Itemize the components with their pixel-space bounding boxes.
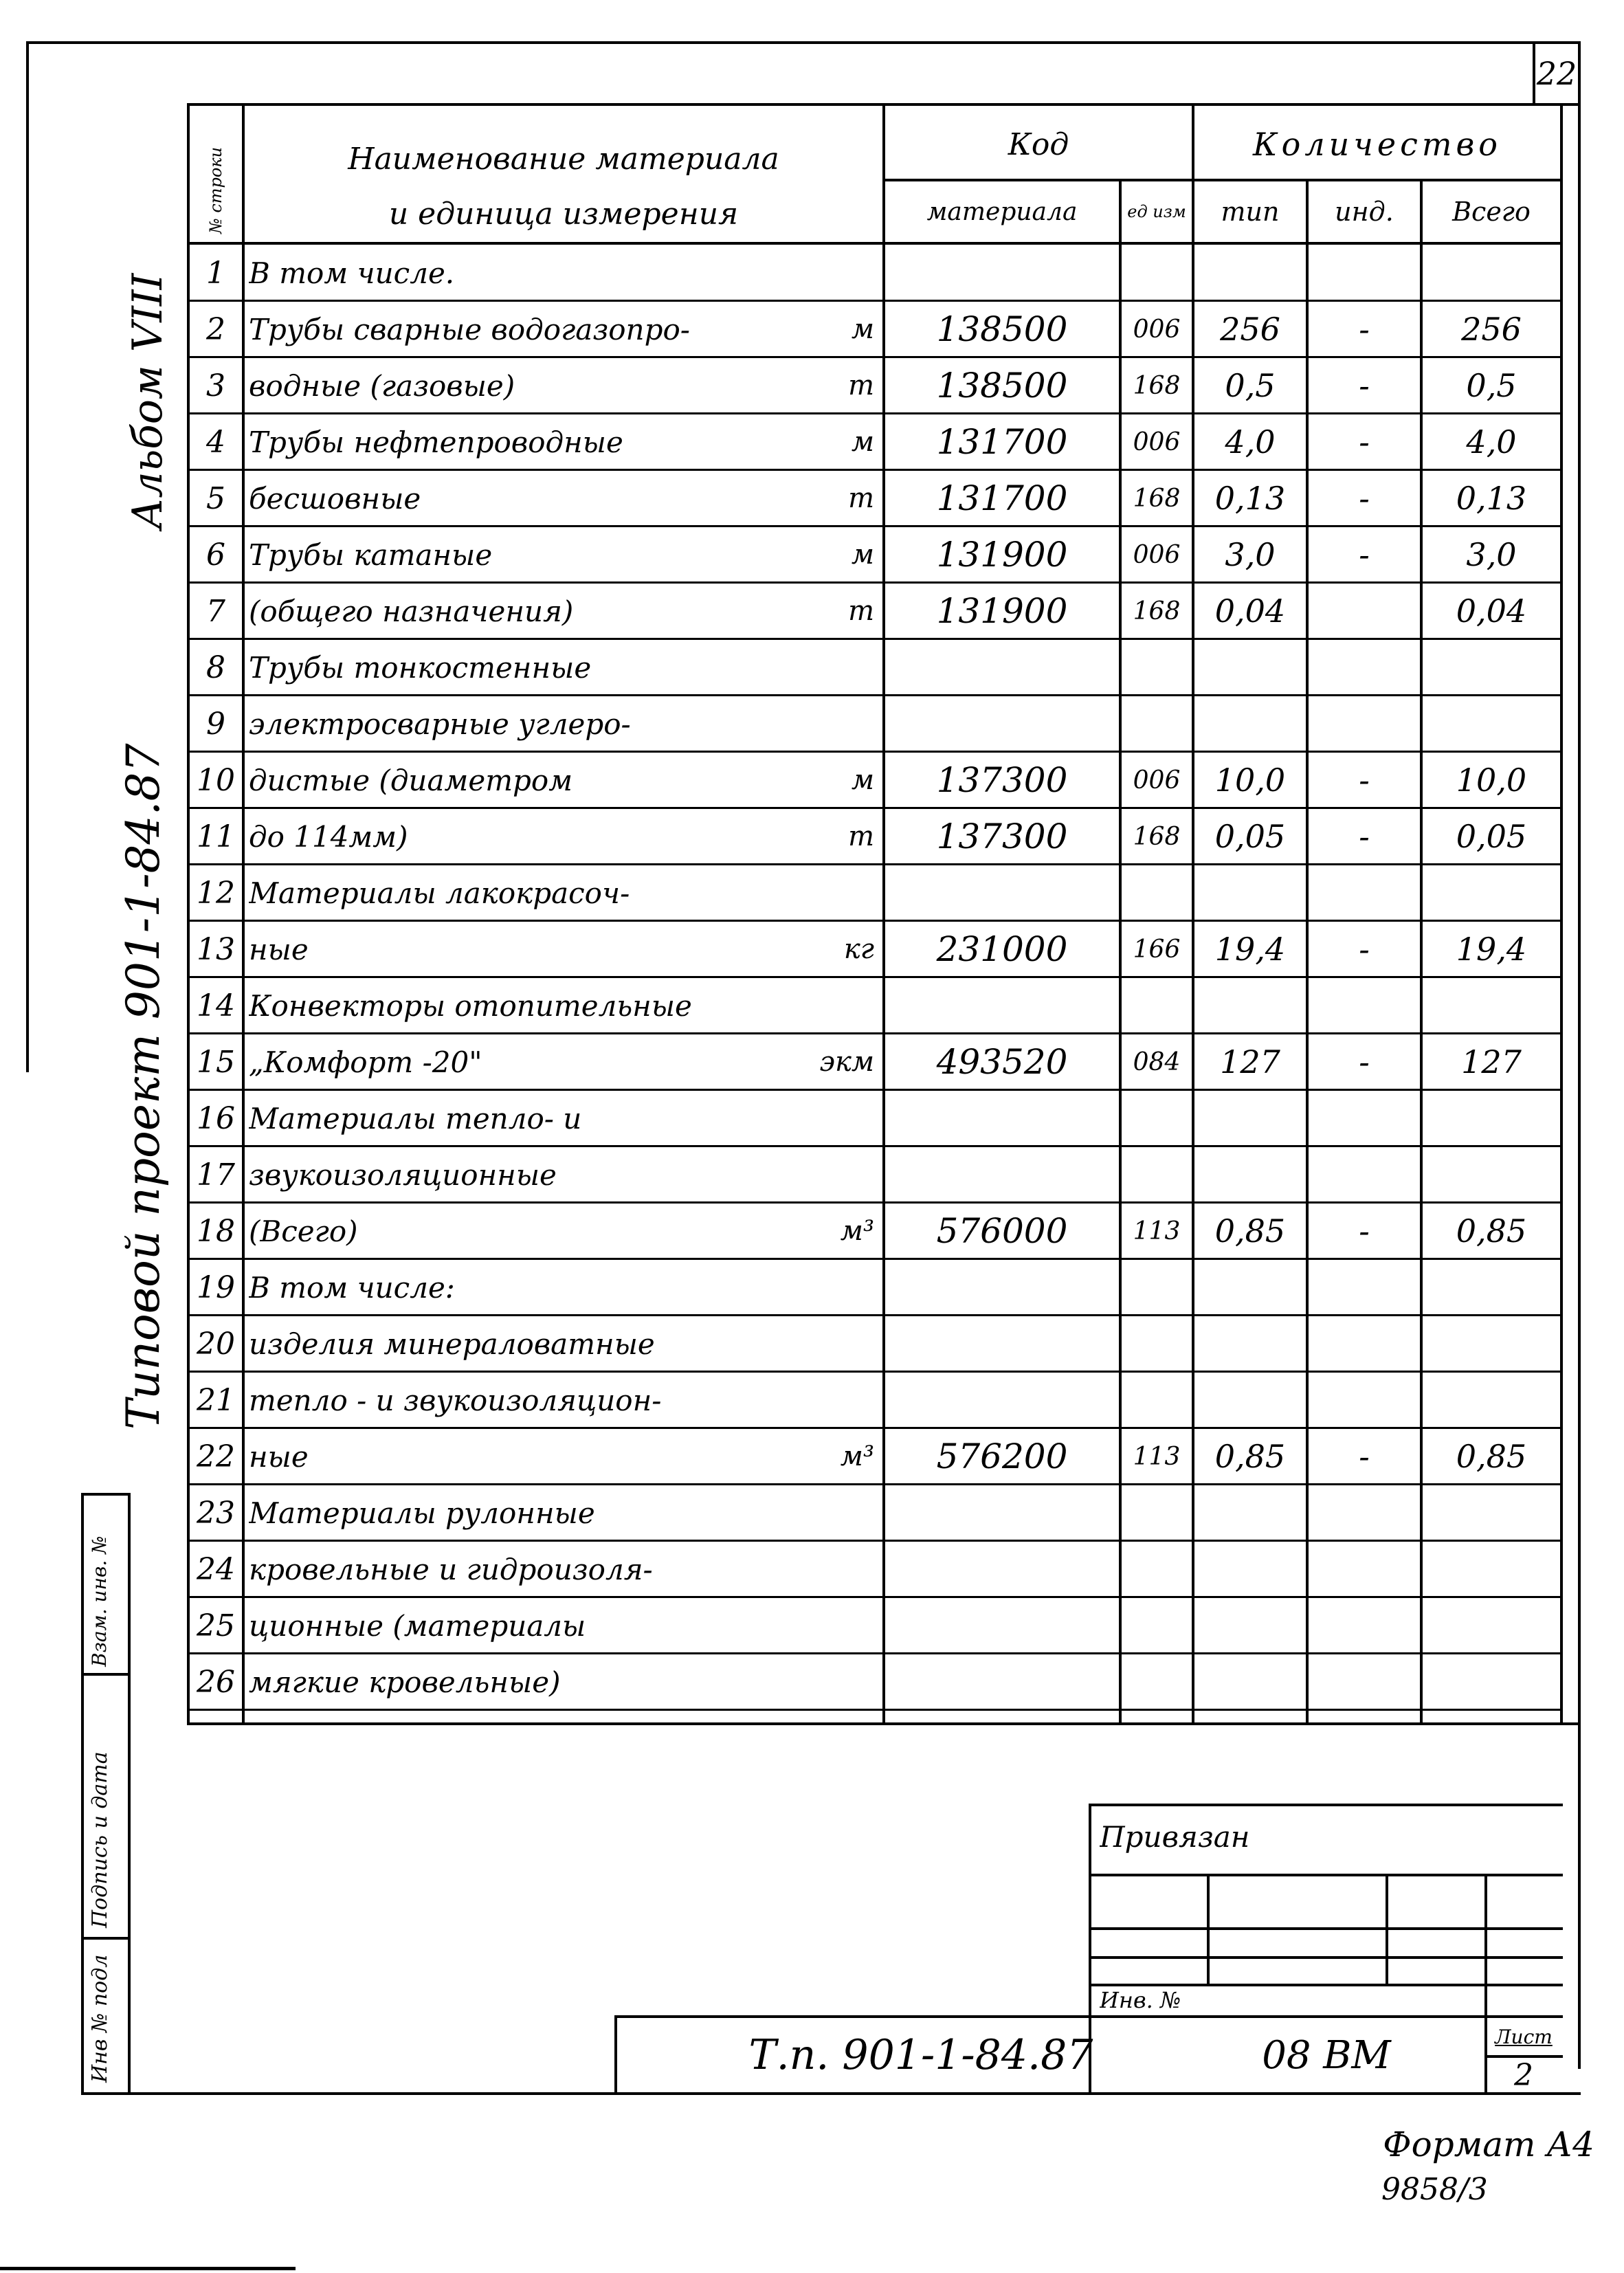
row-8-tip [1194, 639, 1306, 696]
row-14-tip [1194, 977, 1306, 1034]
row-14-ed [1122, 977, 1192, 1034]
row-13-code: 231000 [936, 929, 1068, 969]
row-1-code [885, 245, 1119, 301]
row-6-name: Трубы катаные [249, 537, 493, 572]
row-16-n: 16 [197, 1100, 235, 1136]
row-21-ed [1122, 1372, 1192, 1428]
row-2-n: 2 [206, 311, 225, 347]
row-10-name: дистые (диаметром [249, 763, 573, 797]
row-8-n: 8 [206, 650, 225, 685]
row-3-name: водные (газовые) [249, 368, 515, 403]
row-11-n: 11 [197, 819, 235, 854]
row-22-n: 22 [197, 1439, 235, 1474]
row-13-n: 13 [197, 931, 235, 967]
row-7-ed: 168 [1133, 597, 1181, 625]
row-3-ind: - [1359, 367, 1370, 404]
row-4-ed: 006 [1133, 428, 1181, 456]
row-13-ed: 166 [1133, 935, 1181, 964]
row-18-ind: - [1359, 1212, 1370, 1250]
row-23-tip [1194, 1485, 1306, 1541]
row-11-ind: - [1359, 818, 1370, 855]
row-5-code: 131700 [936, 478, 1068, 518]
row-22-tip: 0,85 [1214, 1438, 1286, 1475]
row-2-tip: 256 [1220, 311, 1280, 348]
row-15-name: „Комфорт -20" [249, 1045, 482, 1079]
row-25-total [1423, 1597, 1560, 1654]
row-13-ind: - [1359, 931, 1370, 968]
row-9-ind [1309, 696, 1420, 752]
row-21-total [1423, 1372, 1560, 1428]
row-22-unit: м³ [840, 1441, 874, 1472]
row-9-ed [1122, 696, 1192, 752]
row-7-unit: т [848, 595, 874, 627]
row-21-ind [1309, 1372, 1420, 1428]
row-9-name: электросварные углеро- [249, 707, 631, 741]
frame-right [1578, 41, 1581, 2069]
stamp-inv-podl: Инв № подл [88, 1954, 112, 2083]
row-6-tip: 3,0 [1225, 536, 1276, 573]
row-8-unit [797, 639, 880, 696]
row-25-ed [1122, 1597, 1192, 1654]
row-8-ind [1309, 639, 1420, 696]
row-7-tip: 0,04 [1214, 592, 1286, 630]
row-14-code [885, 977, 1119, 1034]
row-16-ed [1122, 1090, 1192, 1146]
row-12-code [885, 865, 1119, 921]
row-26-ind [1309, 1654, 1420, 1710]
row-10-total: 10,0 [1456, 762, 1527, 799]
row-18-unit: м³ [840, 1215, 874, 1247]
side-label-project: Типовой проект 901-1-84.87 [117, 743, 170, 1430]
row-12-tip [1194, 865, 1306, 921]
row-6-unit: м [851, 539, 874, 570]
row-4-tip: 4,0 [1225, 423, 1276, 461]
header-qty-tip: тип [1221, 197, 1280, 227]
row-2-code: 138500 [936, 309, 1068, 349]
row-17-n: 17 [197, 1157, 235, 1193]
row-14-unit [797, 977, 880, 1034]
row-24-ind [1309, 1541, 1420, 1597]
row-13-tip: 19,4 [1214, 931, 1286, 968]
row-23-unit [797, 1485, 880, 1541]
row-21-name: тепло - и звукоизоляцион- [249, 1383, 662, 1417]
row-26-tip [1194, 1654, 1306, 1710]
row-8-code [885, 639, 1119, 696]
row-11-code: 137300 [936, 817, 1068, 856]
row-20-unit [797, 1316, 880, 1372]
row-4-total: 4,0 [1466, 423, 1517, 461]
row-26-total [1423, 1654, 1560, 1710]
row-7-total: 0,04 [1456, 592, 1527, 630]
frame-bottom [81, 2092, 1581, 2095]
row-7-name: (общего назначения) [249, 594, 574, 628]
row-25-code [885, 1597, 1119, 1654]
row-2-total: 256 [1461, 311, 1522, 348]
row-20-ind [1309, 1316, 1420, 1372]
row-17-total [1423, 1146, 1560, 1203]
row-3-tip: 0,5 [1225, 367, 1276, 404]
stamp-podpis-data: Подпись и дата [88, 1751, 112, 1928]
table-right [1560, 103, 1563, 1725]
row-25-name: ционные (материалы [249, 1608, 586, 1643]
row-1-ed [1122, 245, 1192, 301]
row-21-unit [797, 1372, 880, 1428]
row-9-code [885, 696, 1119, 752]
row-4-code: 131700 [936, 422, 1068, 462]
row-17-ind [1309, 1146, 1420, 1203]
row-7-n: 7 [206, 593, 225, 629]
row-24-code [885, 1541, 1119, 1597]
row-1-name: В том числе. [249, 256, 455, 290]
row-18-code: 576000 [936, 1211, 1068, 1251]
row-6-ed: 006 [1133, 540, 1181, 569]
row-10-tip: 10,0 [1214, 762, 1286, 799]
row-15-total: 127 [1461, 1043, 1522, 1080]
row-13-total: 19,4 [1456, 931, 1527, 968]
row-21-tip [1194, 1372, 1306, 1428]
row-11-ed: 168 [1133, 822, 1181, 851]
row-24-tip [1194, 1541, 1306, 1597]
row-23-code [885, 1485, 1119, 1541]
row-11-tip: 0,05 [1214, 818, 1286, 855]
header-code-unit: ед изм [1127, 202, 1186, 221]
row-18-n: 18 [197, 1213, 235, 1249]
row-8-name: Трубы тонкостенные [249, 650, 592, 685]
row-3-code: 138500 [936, 366, 1068, 406]
row-24-unit [797, 1541, 880, 1597]
table-top [187, 103, 1534, 106]
row-11-total: 0,05 [1456, 818, 1527, 855]
row-6-n: 6 [206, 537, 225, 573]
row-21-n: 21 [197, 1382, 235, 1418]
row-12-n: 12 [197, 875, 235, 911]
row-4-name: Трубы нефтепроводные [249, 425, 623, 459]
row-3-n: 3 [206, 368, 225, 403]
row-11-unit: т [848, 821, 874, 852]
row-2-unit: м [851, 313, 874, 345]
row-15-tip: 127 [1220, 1043, 1280, 1080]
row-5-ind: - [1359, 480, 1370, 517]
footer-format: Формат А4 [1383, 2125, 1594, 2164]
row-18-tip: 0,85 [1214, 1212, 1286, 1250]
row-15-unit: экм [819, 1046, 874, 1078]
row-15-ind: - [1359, 1043, 1370, 1080]
row-1-ind [1309, 245, 1420, 301]
row-5-tip: 0,13 [1214, 480, 1286, 517]
row-7-code: 131900 [936, 591, 1068, 631]
row-14-total [1423, 977, 1560, 1034]
row-15-ed: 084 [1133, 1047, 1181, 1076]
row-12-ed [1122, 865, 1192, 921]
row-23-n: 23 [197, 1495, 235, 1531]
title-designation: Т.п. 901-1-84.87 [748, 2031, 1093, 2079]
row-17-name: звукоизоляционные [249, 1157, 557, 1192]
row-26-n: 26 [197, 1664, 235, 1700]
row-18-name: (Всего) [249, 1214, 358, 1248]
row-22-total: 0,85 [1456, 1438, 1527, 1475]
row-9-unit [797, 696, 880, 752]
row-20-n: 20 [197, 1326, 235, 1362]
row-5-ed: 168 [1133, 484, 1181, 513]
row-22-ind: - [1359, 1438, 1370, 1475]
row-6-total: 3,0 [1466, 536, 1517, 573]
row-16-code [885, 1090, 1119, 1146]
row-20-name: изделия минераловатные [249, 1327, 655, 1361]
row-8-total [1423, 639, 1560, 696]
row-4-ind: - [1359, 423, 1370, 461]
row-10-unit: м [851, 764, 874, 796]
row-10-code: 137300 [936, 760, 1068, 800]
row-19-name: В том числе: [249, 1270, 455, 1305]
header-quantity: Количество [1253, 126, 1502, 163]
binding-title: Привязан [1100, 1819, 1250, 1854]
row-19-unit [797, 1259, 880, 1316]
row-10-n: 10 [197, 762, 235, 798]
row-5-unit: т [848, 483, 874, 514]
row-24-n: 24 [197, 1551, 235, 1587]
row-24-ed [1122, 1541, 1192, 1597]
row-26-name: мягкие кровельные) [249, 1665, 561, 1699]
title-sheet-number: 2 [1514, 2058, 1533, 2092]
row-5-name: бесшовные [249, 481, 421, 515]
row-2-ind: - [1359, 311, 1370, 348]
stamp-vzam-inv: Взам. инв. № [88, 1535, 111, 1667]
cut-mark [0, 2267, 296, 2270]
row-23-name: Материалы рулонные [249, 1496, 595, 1530]
row-17-code [885, 1146, 1119, 1203]
row-1-n: 1 [206, 255, 225, 291]
row-8-ed [1122, 639, 1192, 696]
row-20-ed [1122, 1316, 1192, 1372]
row-3-total: 0,5 [1466, 367, 1517, 404]
row-5-total: 0,13 [1456, 480, 1527, 517]
row-9-tip [1194, 696, 1306, 752]
row-4-n: 4 [206, 424, 225, 460]
footer-order-number: 9858/3 [1381, 2171, 1488, 2207]
row-6-ind: - [1359, 536, 1370, 573]
row-10-ind: - [1359, 762, 1370, 799]
header-qty-total: Всего [1452, 197, 1531, 227]
row-20-total [1423, 1316, 1560, 1372]
row-13-name: ные [249, 932, 309, 966]
header-code: Код [1008, 126, 1069, 162]
row-4-unit: м [851, 426, 874, 458]
header-code-material: материала [926, 197, 1078, 226]
row-24-total [1423, 1541, 1560, 1597]
row-25-ind [1309, 1597, 1420, 1654]
row-3-ed: 168 [1133, 371, 1181, 400]
title-section: 08 ВМ [1262, 2032, 1391, 2078]
row-9-n: 9 [206, 706, 225, 742]
row-12-unit [797, 865, 880, 921]
row-15-n: 15 [197, 1044, 235, 1080]
row-26-ed [1122, 1654, 1192, 1710]
row-19-tip [1194, 1259, 1306, 1316]
frame-left [26, 41, 29, 1072]
row-3-unit: т [848, 370, 874, 401]
row-26-unit [797, 1654, 880, 1710]
row-23-total [1423, 1485, 1560, 1541]
row-23-ind [1309, 1485, 1420, 1541]
header-name-line1: Наименование материала [348, 141, 779, 177]
row-16-tip [1194, 1090, 1306, 1146]
row-2-name: Трубы сварные водогазопро- [249, 312, 690, 346]
row-12-ind [1309, 865, 1420, 921]
row-19-code [885, 1259, 1119, 1316]
row-1-total [1423, 245, 1560, 301]
row-7-ind [1309, 583, 1420, 639]
row-17-unit [797, 1146, 880, 1203]
row-1-tip [1194, 245, 1306, 301]
row-14-n: 14 [197, 988, 235, 1023]
row-18-total: 0,85 [1456, 1212, 1527, 1250]
row-17-tip [1194, 1146, 1306, 1203]
row-12-total [1423, 865, 1560, 921]
title-sheet-label: Лист [1495, 2025, 1553, 2048]
header-qty-ind: инд. [1335, 197, 1394, 227]
row-26-code [885, 1654, 1119, 1710]
row-23-ed [1122, 1485, 1192, 1541]
row-14-name: Конвекторы отопительные [249, 988, 692, 1023]
row-19-ed [1122, 1259, 1192, 1316]
row-21-code [885, 1372, 1119, 1428]
row-16-name: Материалы тепло- и [249, 1101, 582, 1135]
row-18-ed: 113 [1133, 1217, 1181, 1245]
row-22-name: ные [249, 1439, 309, 1474]
row-24-name: кровельные и гидроизоля- [249, 1552, 653, 1586]
row-19-n: 19 [197, 1269, 235, 1305]
row-15-code: 493520 [936, 1042, 1068, 1082]
sheet-corner-number: 22 [1536, 55, 1577, 92]
row-22-ed: 113 [1133, 1442, 1181, 1471]
row-20-tip [1194, 1316, 1306, 1372]
row-16-total [1423, 1090, 1560, 1146]
row-17-ed [1122, 1146, 1192, 1203]
row-10-ed: 006 [1133, 766, 1181, 795]
row-5-n: 5 [206, 480, 225, 516]
side-label-album: Альбом VIII [124, 273, 172, 529]
frame-top [26, 41, 1579, 44]
binding-inv-label: Инв. № [1100, 1987, 1181, 2013]
row-1-unit [797, 245, 880, 301]
row-16-ind [1309, 1090, 1420, 1146]
row-25-tip [1194, 1597, 1306, 1654]
row-13-unit: кг [843, 933, 874, 965]
row-2-ed: 006 [1133, 315, 1181, 344]
row-25-unit [797, 1597, 880, 1654]
row-25-n: 25 [197, 1608, 235, 1643]
row-11-name: до 114мм) [249, 819, 408, 854]
row-19-total [1423, 1259, 1560, 1316]
row-12-name: Материалы лакокрасоч- [249, 876, 630, 910]
row-9-total [1423, 696, 1560, 752]
row-14-ind [1309, 977, 1420, 1034]
row-16-unit [797, 1090, 880, 1146]
row-22-code: 576200 [936, 1437, 1068, 1476]
header-name-line2: и единица измерения [388, 196, 739, 232]
row-20-code [885, 1316, 1119, 1372]
row-19-ind [1309, 1259, 1420, 1316]
row-6-code: 131900 [936, 535, 1068, 575]
header-row-number: № строки [206, 146, 225, 234]
